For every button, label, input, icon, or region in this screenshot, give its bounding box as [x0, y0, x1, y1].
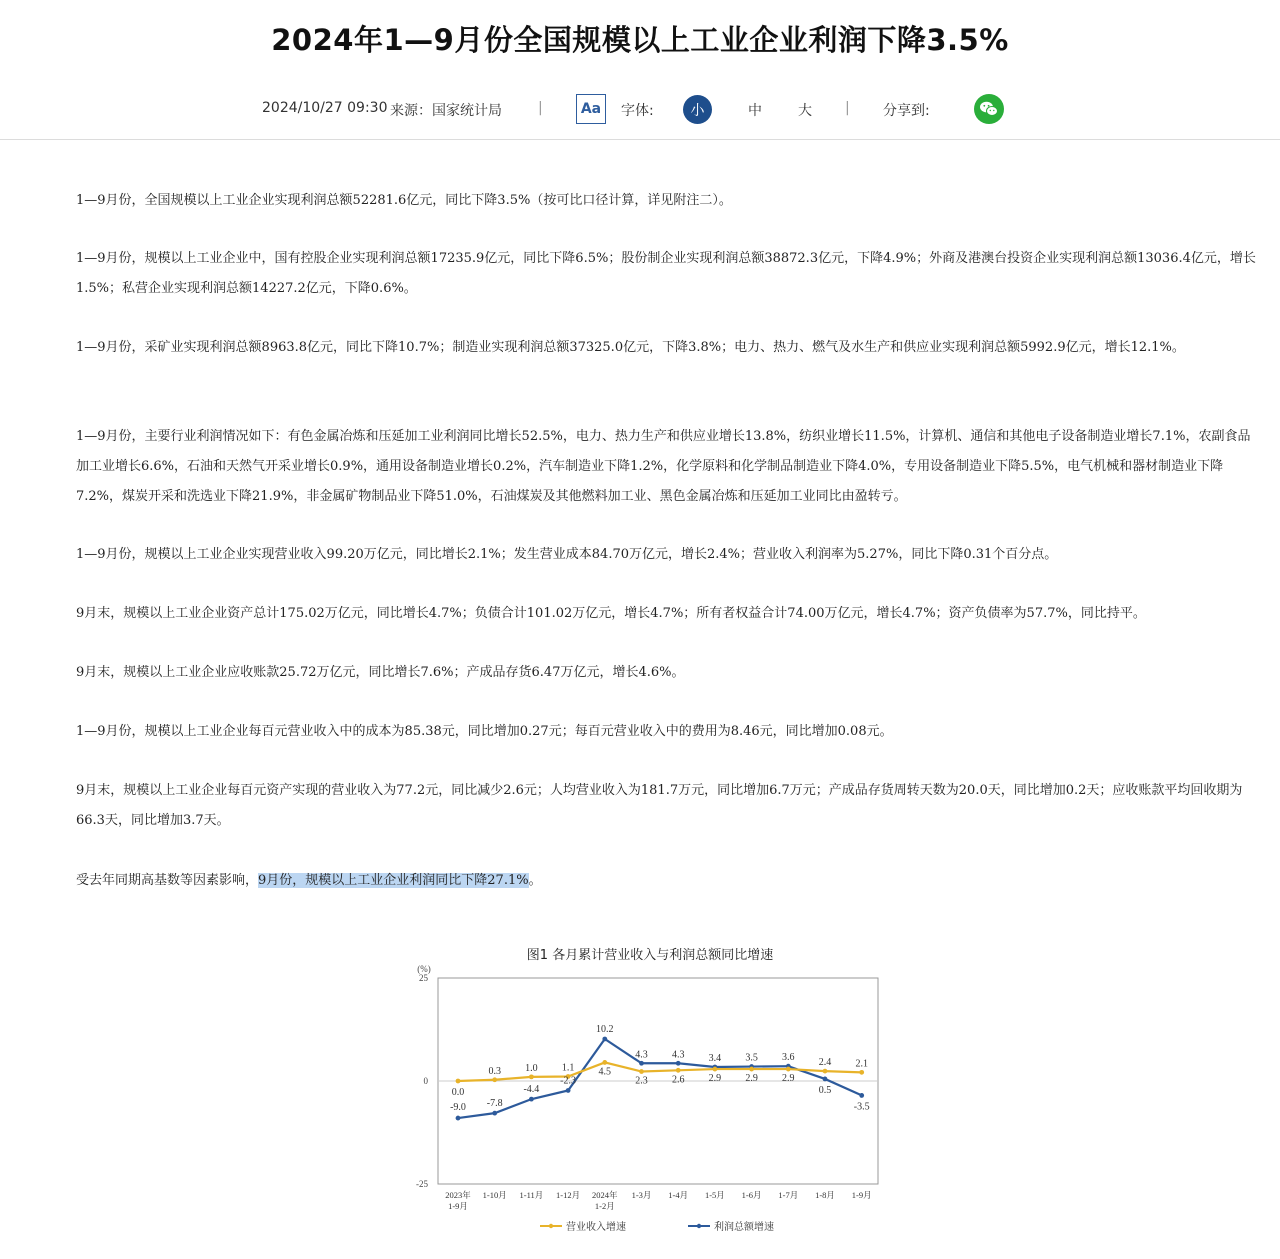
profit-data-point [639, 1061, 644, 1066]
profit-data-label: 3.6 [782, 1052, 795, 1064]
x-tick-label: 1-8月 [815, 1190, 835, 1200]
x-tick-label: 1-7月 [778, 1190, 799, 1200]
paragraph: 1—9月份，全国规模以上工业企业实现利润总额52281.6亿元，同比下降3.5%（按可比口径计算，详见附注二）。 [76, 193, 732, 208]
x-tick-label: 1-9月 [851, 1190, 872, 1200]
x-tick-label: 1-4月 [668, 1190, 689, 1200]
profit-data-label: -4.4 [523, 1084, 540, 1096]
y-tick-label: 0 [423, 1076, 428, 1086]
revenue-data-point [529, 1074, 534, 1079]
revenue-data-point [713, 1067, 718, 1072]
profit-data-point [566, 1088, 571, 1093]
profit-data-label: -9.0 [450, 1102, 466, 1114]
source-label: 来源：国家统计局 [390, 103, 502, 119]
revenue-data-label: 2.6 [671, 1074, 685, 1086]
profit-data-label: 0.5 [818, 1084, 832, 1096]
profit-data-label: 4.3 [635, 1049, 648, 1061]
revenue-data-point [492, 1077, 497, 1082]
profit-data-point [456, 1116, 461, 1121]
x-tick-label: 2023年 [445, 1190, 471, 1200]
font-size-label: 字体: [621, 103, 654, 119]
revenue-data-label: 2.1 [855, 1058, 868, 1070]
revenue-data-label: 4.5 [598, 1066, 612, 1078]
article-meta-bar [0, 92, 1280, 128]
profit-data-label: 3.4 [708, 1052, 722, 1064]
legend-profit-marker [697, 1224, 701, 1228]
revenue-data-point [859, 1070, 864, 1075]
profit-data-point [676, 1061, 681, 1066]
x-tick-label: 1-9月 [448, 1201, 468, 1211]
paragraph-text: 。 [528, 873, 542, 888]
y-tick-label: -25 [416, 1179, 428, 1189]
publish-datetime: 2024/10/27 09:30 [262, 100, 388, 116]
paragraph: 9月末，规模以上工业企业每百元资产实现的营业收入为77.2元，同比减少2.6元；人均营业收入为181.7万元，同比增加6.7万元；产成品存货周转天数为20.0天，同比增加0.2天；应收账款平均回收期为66.3天，同比增加3.7天。 [76, 783, 1243, 828]
revenue-data-label: 2.4 [818, 1057, 832, 1069]
line-chart [400, 940, 900, 1240]
meta-separator: | [845, 100, 850, 116]
font-size-medium-button[interactable]: 中 [748, 103, 762, 119]
revenue-data-point [639, 1069, 644, 1074]
font-size-small-button[interactable]: 小 [683, 95, 712, 124]
x-tick-label: 2024年 [592, 1190, 618, 1200]
paragraph: 9月末，规模以上工业企业应收账款25.72万亿元，同比增长7.6%；产成品存货6.47万亿元，增长4.6%。 [76, 665, 685, 680]
wechat-icon [974, 94, 1004, 124]
revenue-data-label: 2.9 [782, 1073, 795, 1085]
revenue-data-label: 1.0 [525, 1062, 538, 1074]
legend-revenue-marker [549, 1224, 553, 1228]
profit-data-label: -7.8 [486, 1098, 503, 1110]
paragraph: 1—9月份，规模以上工业企业中，国有控股企业实现利润总额17235.9亿元，同比下降6.5%；股份制企业实现利润总额38872.3亿元，下降4.9%；外商及港澳台投资企业实现利润总额13036.4亿元，增长1.5%；私营企业实现利润总额14227.2亿元，下降0.6%。 [76, 251, 1256, 296]
revenue-data-point [786, 1067, 791, 1072]
revenue-data-point [823, 1069, 828, 1074]
paragraph: 1—9月份，主要行业利润情况如下：有色金属冶炼和压延加工业利润同比增长52.5%，电力、热力生产和供应业增长13.8%，纺织业增长11.5%，计算机、通信和其他电子设备制造业增长7.1%，农副食品加工业增长6.6%，石油和天然气开采业增长0.9%，通用设备制造业增长0.2%，汽车制造业下降1.2%，化学原料和化学制品制造业下降4.0%，专用设备制造业下降5.5%，电气机械和器材制造业下降7.2%，煤炭开采和洗选业下降21.9%，非金属矿物制品业下降51.0%，石油煤炭及其他燃料加工业、黑色金属冶炼和压延加工业同比由盈转亏。 [76, 429, 1251, 504]
profit-data-point [823, 1077, 828, 1082]
paragraph: 9月末，规模以上工业企业资产总计175.02万亿元，同比增长4.7%；负债合计101.02万亿元，增长4.7%；所有者权益合计74.00万亿元，增长4.7%；资产负债率为57.7%，同比持平。 [76, 606, 1146, 621]
legend-revenue-label: 营业收入增速 [566, 1222, 626, 1233]
y-tick-label: 25 [419, 973, 428, 983]
revenue-data-label: 0.0 [451, 1087, 465, 1098]
paragraph-text: 受去年同期高基数等因素影响， [76, 873, 259, 888]
profit-data-point [602, 1037, 607, 1042]
legend-profit-label: 利润总额增速 [714, 1222, 774, 1233]
meta-separator: | [538, 100, 543, 116]
revenue-data-point [676, 1068, 681, 1073]
paragraph [76, 866, 1256, 896]
paragraph: 1—9月份，规模以上工业企业每百元营业收入中的成本为85.38元，同比增加0.27元；每百元营业收入中的费用为8.46元，同比增加0.08元。 [76, 724, 893, 739]
revenue-data-point [749, 1067, 754, 1072]
profit-data-label: -3.5 [853, 1101, 870, 1113]
font-size-large-button[interactable]: 大 [798, 103, 812, 119]
revenue-data-label: 2.3 [635, 1075, 648, 1087]
paragraph: 1—9月份，采矿业实现利润总额8963.8亿元，同比下降10.7%；制造业实现利润总额37325.0亿元，下降3.8%；电力、热力、燃气及水生产和供应业实现利润总额5992.9亿元，增长12.1%。 [76, 340, 1185, 355]
profit-data-point [529, 1097, 534, 1102]
revenue-data-label: 2.9 [708, 1073, 722, 1085]
profit-data-label: 10.2 [596, 1023, 614, 1035]
chart-figure [400, 940, 900, 1240]
revenue-data-label: 0.3 [488, 1065, 501, 1077]
x-tick-label: 1-11月 [519, 1190, 544, 1200]
revenue-data-point [602, 1060, 607, 1065]
highlighted-text: 9月份，规模以上工业企业利润同比下降27.1% [258, 873, 529, 888]
x-tick-label: 1-5月 [704, 1190, 725, 1200]
page-title: 2024年1—9月份全国规模以上工业企业利润下降3.5% [271, 23, 1009, 57]
profit-data-point [492, 1111, 497, 1116]
font-aa-icon[interactable]: Aa [576, 94, 606, 124]
chart-title: 图1 各月累计营业收入与利润总额同比增速 [526, 948, 774, 963]
x-tick-label: 1-3月 [631, 1190, 652, 1200]
profit-data-label: 3.5 [745, 1052, 758, 1064]
article-header [0, 0, 1280, 140]
wechat-share-button[interactable] [974, 94, 1004, 124]
revenue-data-point [456, 1079, 461, 1084]
revenue-data-label: 2.9 [745, 1073, 758, 1085]
x-tick-label: 1-6月 [741, 1190, 762, 1200]
x-tick-label: 1-10月 [482, 1190, 507, 1200]
x-tick-label: 1-2月 [594, 1201, 615, 1211]
profit-data-label: 4.3 [671, 1049, 685, 1061]
y-axis-unit: (%) [417, 964, 431, 974]
share-label: 分享到: [883, 103, 930, 119]
paragraph: 1—9月份，规模以上工业企业实现营业收入99.20万亿元，同比增长2.1%；发生营业成本84.70万亿元，增长2.4%；营业收入利润率为5.27%，同比下降0.31个百分点。 [76, 547, 1058, 562]
profit-data-label: -2.3 [560, 1075, 577, 1087]
x-tick-label: 1-12月 [556, 1190, 581, 1200]
revenue-data-label: 1.1 [561, 1062, 575, 1074]
profit-data-point [859, 1093, 864, 1098]
